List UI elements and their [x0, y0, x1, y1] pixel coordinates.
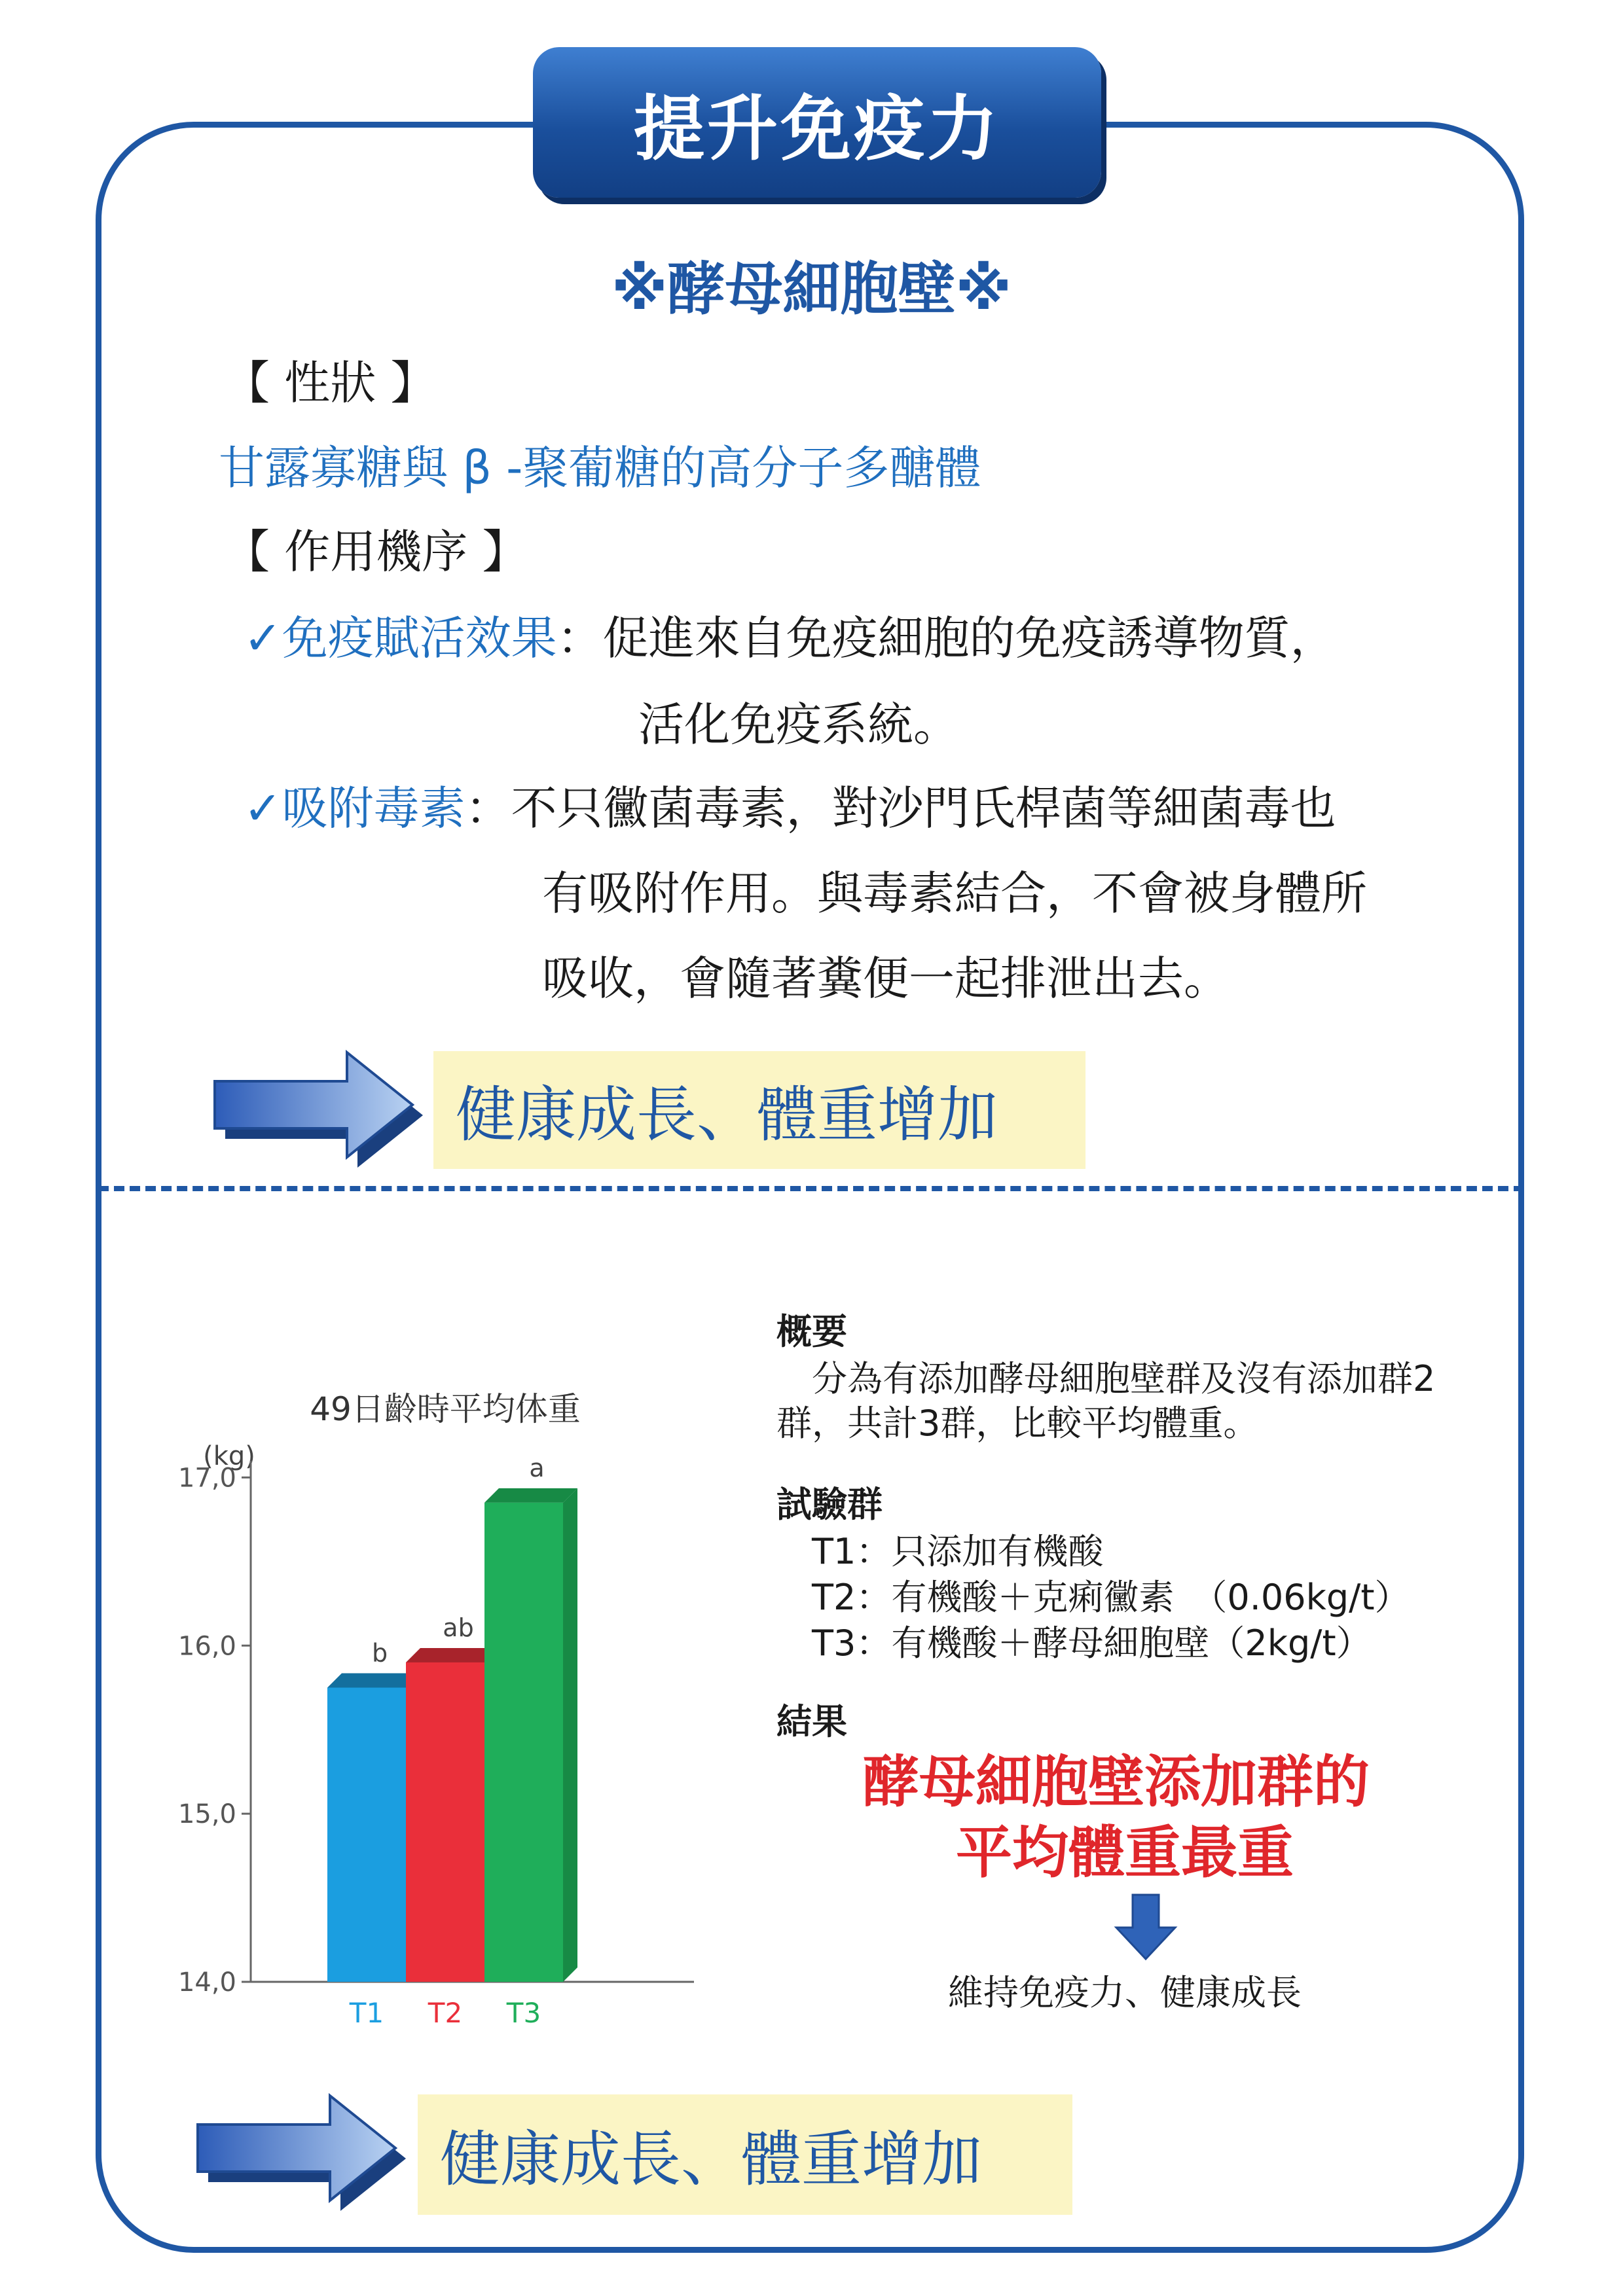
- group-item: T2：有機酸＋克痢黴素 （0.06kg/t）: [812, 1577, 1410, 1618]
- y-tick-label: 15,0: [177, 1799, 236, 1830]
- groups-title: 試驗群: [776, 1484, 883, 1525]
- bar-label: ab: [443, 1613, 474, 1642]
- top-banner: 健康成長、體重增加: [433, 1051, 1085, 1169]
- bar-t3: [484, 1454, 577, 1982]
- y-tick-label: 14,0: [177, 1967, 236, 1998]
- right-arrow-icon: [191, 2090, 414, 2221]
- section-subtitle: ※酵母細胞壁※: [611, 255, 1012, 323]
- category-label: T1: [349, 1997, 384, 2029]
- bar-front: [484, 1503, 563, 1982]
- result-title: 結果: [776, 1701, 847, 1742]
- check-icon: ✓: [244, 781, 282, 835]
- conclusion-text: 維持免疫力、健康成長: [948, 1972, 1302, 2013]
- mechanism-item-separator: ：: [465, 781, 511, 835]
- mechanism-item-line: 不只黴菌毒素，對沙門氏桿菌等細菌毒也: [511, 781, 1336, 835]
- weight-chart: [167, 1322, 717, 2055]
- check-icon: ✓: [244, 611, 282, 665]
- bar-label: b: [371, 1638, 388, 1668]
- category-label: T3: [506, 1997, 541, 2029]
- chart-title: 49日齡時平均体重: [310, 1390, 581, 1428]
- mechanism-item-separator: ：: [556, 611, 603, 665]
- properties-label: 【 性狀 】: [224, 356, 437, 410]
- bar-front: [406, 1662, 484, 1982]
- mechanism-item-line: 促進來自免疫細胞的免疫誘導物質，: [602, 611, 1336, 665]
- mechanism-item-title: 吸附毒素: [282, 781, 465, 835]
- result-line: 平均體重最重: [956, 1820, 1294, 1886]
- mechanism-item-toxin: [244, 781, 1336, 835]
- group-item: T3：有機酸＋酵母細胞壁（2kg/t）: [812, 1623, 1372, 1664]
- mechanism-item-line: 有吸附作用。與毒素結合，不會被身體所: [542, 867, 1367, 920]
- y-tick-label: 16,0: [177, 1631, 236, 1662]
- chart-ylabel: (kg): [203, 1441, 255, 1471]
- outline-line: 群，共計3群，比較平均體重。: [776, 1403, 1259, 1444]
- section-divider: [98, 1186, 1524, 1191]
- mechanism-item-line: 吸收，會隨著糞便一起排泄出去。: [542, 952, 1230, 1005]
- y-tick-label: 17,0: [177, 1463, 236, 1494]
- outline-line: 分為有添加酵母細胞壁群及沒有添加群2: [812, 1358, 1436, 1399]
- bar-top: [484, 1488, 577, 1503]
- bar-side: [563, 1488, 577, 1982]
- mechanism-label: 【 作用機序 】: [224, 525, 528, 579]
- result-line: 酵母細胞壁添加群的: [863, 1749, 1370, 1815]
- bar-label: a: [529, 1453, 545, 1482]
- mechanism-item-line: 活化免疫系統。: [638, 698, 959, 751]
- mechanism-item-title: 免疫賦活效果: [282, 611, 557, 665]
- group-item: T1：只添加有機酸: [812, 1531, 1104, 1572]
- mechanism-item-immune: [244, 611, 1336, 665]
- bar-front: [327, 1687, 406, 1982]
- right-arrow-icon: [208, 1047, 431, 1178]
- page-title: 提升免疫力: [533, 47, 1101, 198]
- category-label: T2: [428, 1997, 463, 2029]
- outline-title: 概要: [776, 1311, 847, 1352]
- down-arrow-icon: [1113, 1892, 1178, 1964]
- properties-value: 甘露寡糖與 β -聚葡糖的高分子多醣體: [219, 441, 981, 495]
- bottom-banner: 健康成長、體重增加: [418, 2094, 1072, 2215]
